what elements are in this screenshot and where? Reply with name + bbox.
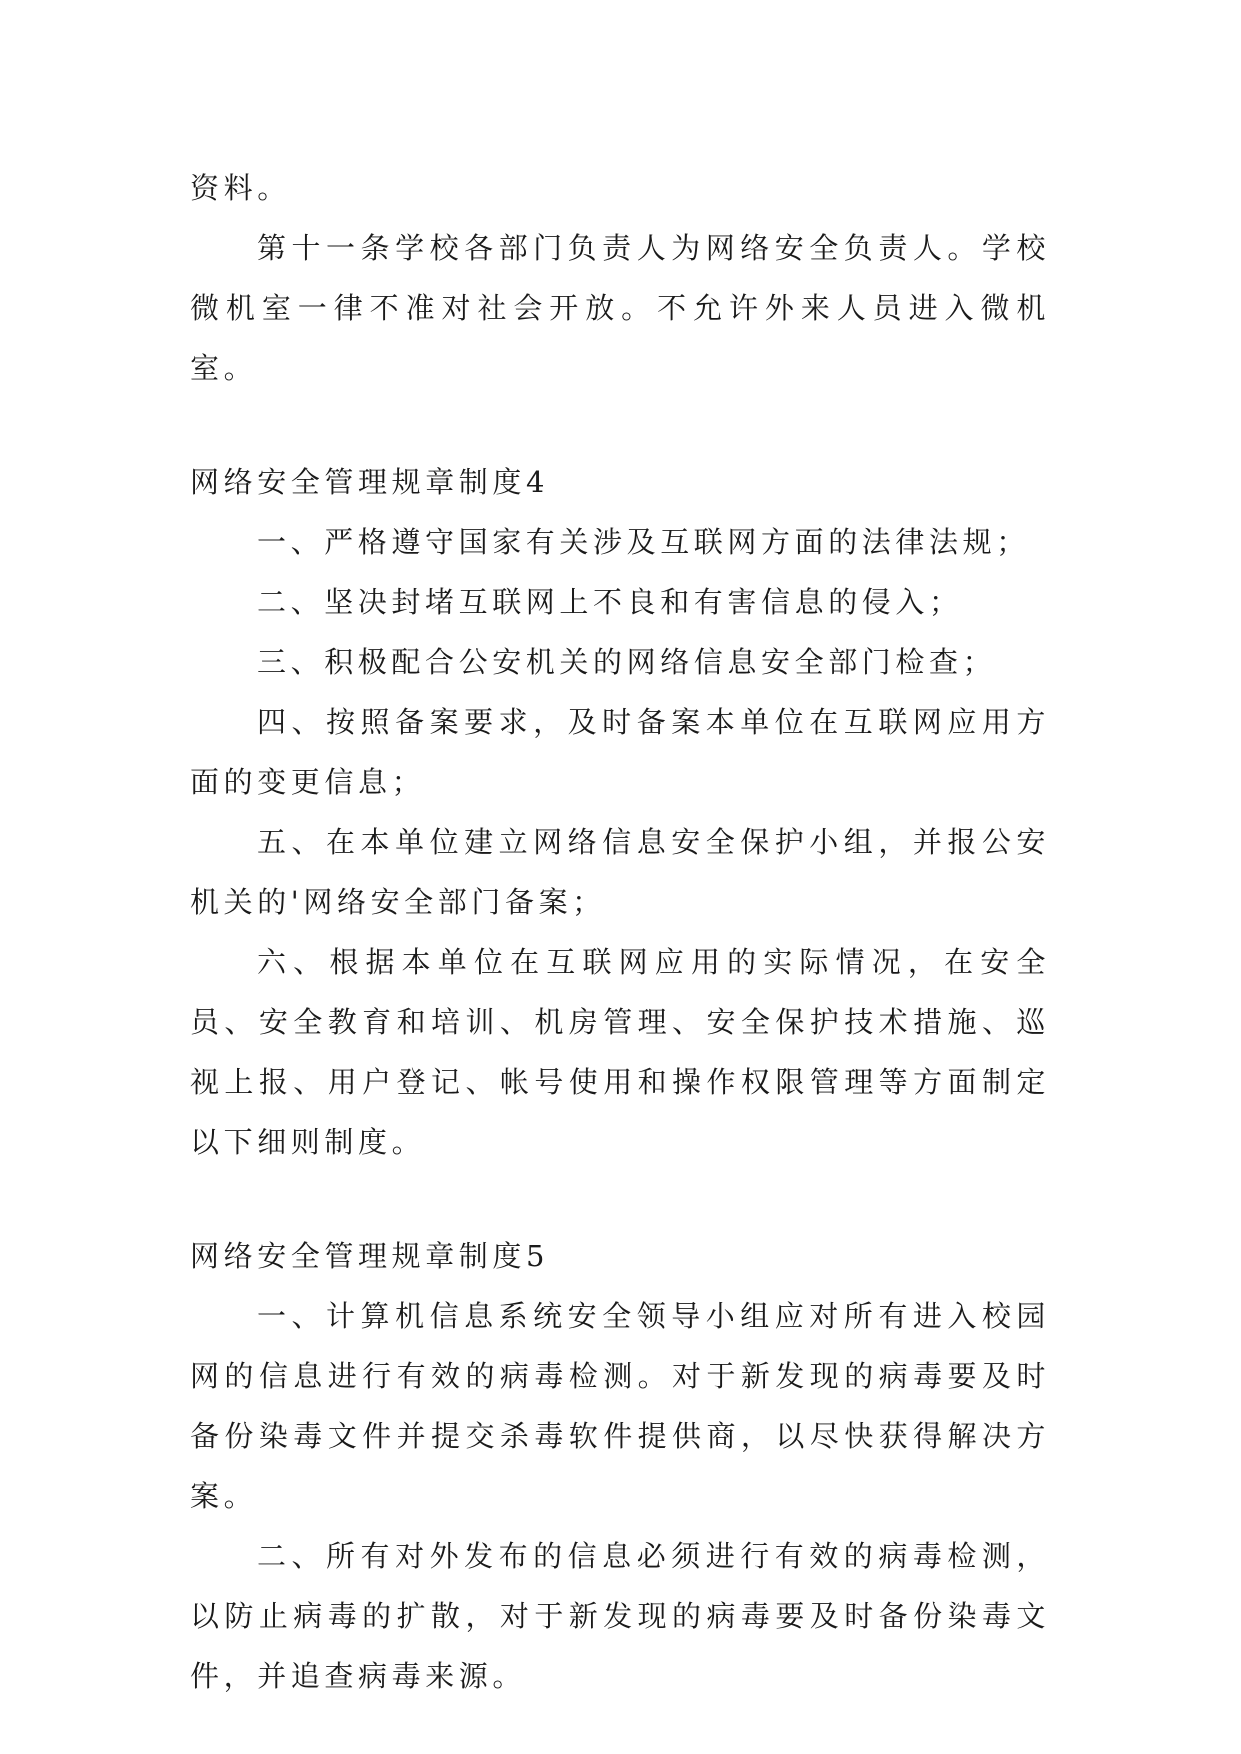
section-4-item: 二、坚决封堵互联网上不良和有害信息的侵入； <box>257 585 963 619</box>
section-gap <box>190 398 1050 452</box>
continuation-text: 资料。 <box>190 171 291 205</box>
section-5-title: 网络安全管理规章制度5 <box>190 1239 550 1273</box>
section-4-item: 四、按照备案要求，及时备案本单位在互联网应用方面的变更信息； <box>190 705 1050 799</box>
section-4-item: 六、根据本单位在互联网应用的实际情况，在安全员、安全教育和培训、机房管理、安全保护技术措施、巡视上报、用户登记、帐号使用和操作权限管理等方面制定以下细则制度。 <box>190 945 1050 1159</box>
section-5-item: 二、所有对外发布的信息必须进行有效的病毒检测，以防止病毒的扩散，对于新发现的病毒要及时备份染毒文件，并追查病毒来源。 <box>190 1539 1050 1693</box>
section-gap <box>190 1172 1050 1226</box>
document-body <box>190 158 1050 1706</box>
section-5-item: 一、计算机信息系统安全领导小组应对所有进入校园网的信息进行有效的病毒检测。对于新发现的病毒要及时备份染毒文件并提交杀毒软件提供商，以尽快获得解决方案。 <box>190 1299 1050 1513</box>
section-4-title: 网络安全管理规章制度4 <box>190 465 550 499</box>
section-4-item: 三、积极配合公安机关的网络信息安全部门检查； <box>257 645 997 679</box>
section-4-item: 一、严格遵守国家有关涉及互联网方面的法律法规； <box>257 525 1030 559</box>
section-4-item: 五、在本单位建立网络信息安全保护小组，并报公安机关的'网络安全部门备案； <box>190 825 1050 919</box>
article-11: 第十一条学校各部门负责人为网络安全负责人。学校微机室一律不准对社会开放。不允许外来人员进入微机室。 <box>190 231 1050 385</box>
